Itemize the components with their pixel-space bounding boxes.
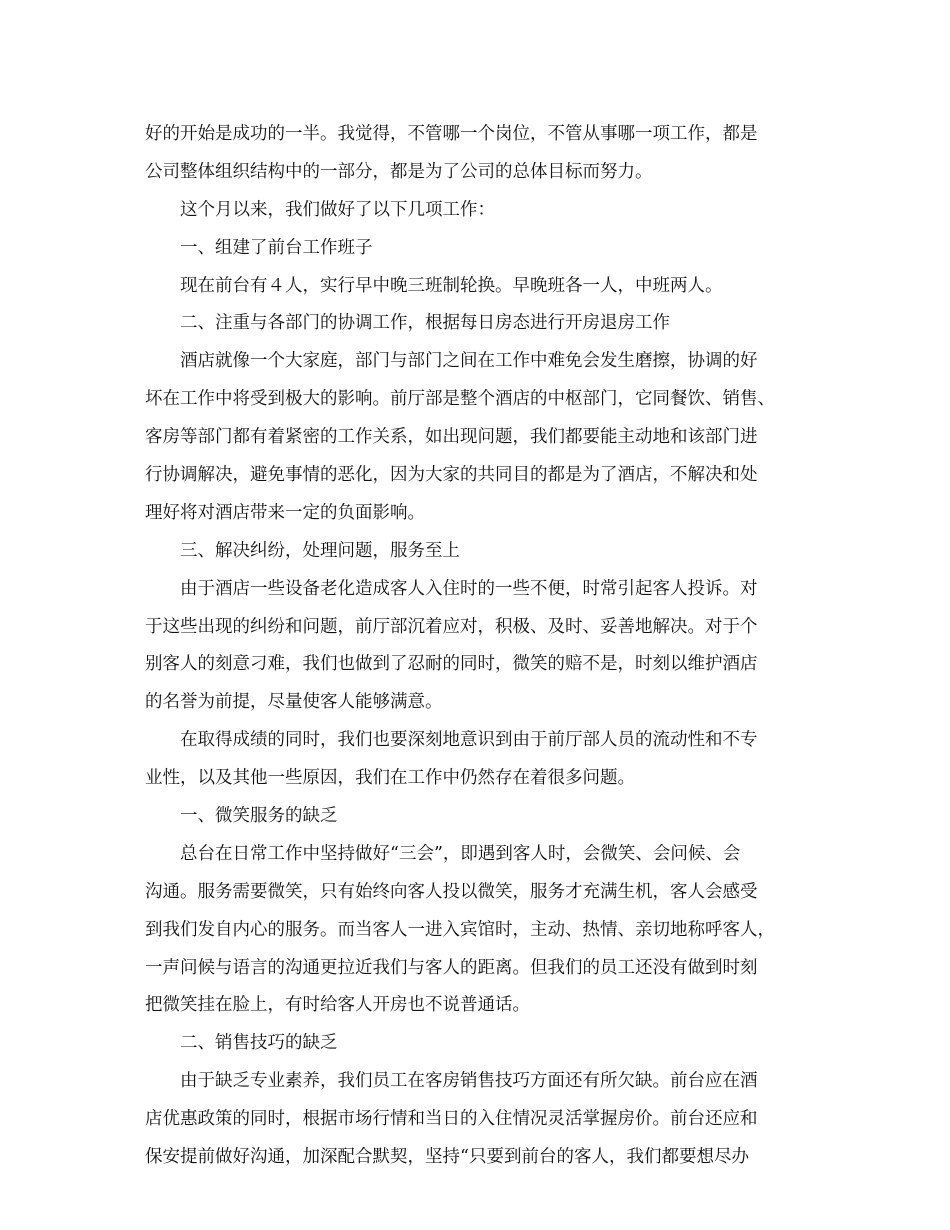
document-body (145, 116, 805, 1177)
text-line: 店优惠政策的同时，根据市场行情和当日的入住情况灵活掌握房价。前台还应和 (145, 1109, 758, 1130)
text-line: 公司整体组织结构中的一部分，都是为了公司的总体目标而努力。 (145, 161, 653, 182)
text-line: 于这些出现的纠纷和问题，前厅部沉着应对，积极、及时、妥善地解决。对于个 (145, 616, 758, 637)
text-line: 三、解决纠纷，处理问题，服务至上 (180, 540, 460, 561)
text-line: 二、销售技巧的缺乏 (180, 1033, 338, 1054)
text-line: 沟通。服务需要微笑，只有始终向客人投以微笑，服务才充满生机，客人会感受 (145, 881, 758, 902)
text-line: 的名誉为前提，尽量使客人能够满意。 (145, 692, 443, 713)
text-line: 客房等部门都有着紧密的工作关系，如出现问题，我们都要能主动地和该部门进 (145, 427, 758, 448)
text-line: 到我们发自内心的服务。而当客人一进入宾馆时，主动、热情、亲切地称呼客人， (145, 919, 775, 940)
text-line: 由于缺乏专业素养，我们员工在客房销售技巧方面还有所欠缺。前台应在酒 (180, 1071, 758, 1092)
text-line: 总台在日常工作中坚持做好“三会”，即遇到客人时，会微笑、会问候、会 (180, 843, 741, 864)
text-line: 一声问候与语言的沟通更拉近我们与客人的距离。但我们的员工还没有做到时刻 (145, 957, 758, 978)
text-line: 酒店就像一个大家庭，部门与部门之间在工作中难免会发生磨擦，协调的好 (180, 351, 758, 372)
text-line: 业性，以及其他一些原因，我们在工作中仍然存在着很多问题。 (145, 768, 635, 789)
text-line: 理好将对酒店带来一定的负面影响。 (145, 502, 425, 523)
text-line: 好的开始是成功的一半。我觉得，不管哪一个岗位，不管从事哪一项工作，都是 (145, 124, 758, 144)
text-line: 坏在工作中将受到极大的影响。前厅部是整个酒店的中枢部门，它同餐饮、销售、 (145, 389, 775, 410)
text-line: 二、注重与各部门的协调工作，根据每日房态进行开房退房工作 (180, 313, 670, 334)
text-line: 保安提前做好沟通，加深配合默契，坚持“只要到前台的客人，我们都要想尽办 (145, 1147, 749, 1168)
text-line: 一、微笑服务的缺乏 (180, 806, 338, 827)
text-line: 由于酒店一些设备老化造成客人入住时的一些不便，时常引起客人投诉。对 (180, 578, 758, 599)
text-line: 把微笑挂在脸上，有时给客人开房也不说普通话。 (145, 995, 530, 1016)
text-line: 这个月以来，我们做好了以下几项工作： (180, 199, 495, 220)
text-line: 在取得成绩的同时，我们也要深刻地意识到由于前厅部人员的流动性和不专 (180, 730, 758, 751)
text-line: 别客人的刻意刁难，我们也做到了忍耐的同时，微笑的赔不是，时刻以维护酒店 (145, 654, 758, 675)
text-line: 行协调解决，避免事情的恶化，因为大家的共同目的都是为了酒店，不解决和处 (145, 465, 758, 486)
text-line: 一、组建了前台工作班子 (180, 237, 373, 258)
text-line: 现在前台有４人，实行早中晚三班制轮换。早晚班各一人，中班两人。 (180, 275, 723, 296)
